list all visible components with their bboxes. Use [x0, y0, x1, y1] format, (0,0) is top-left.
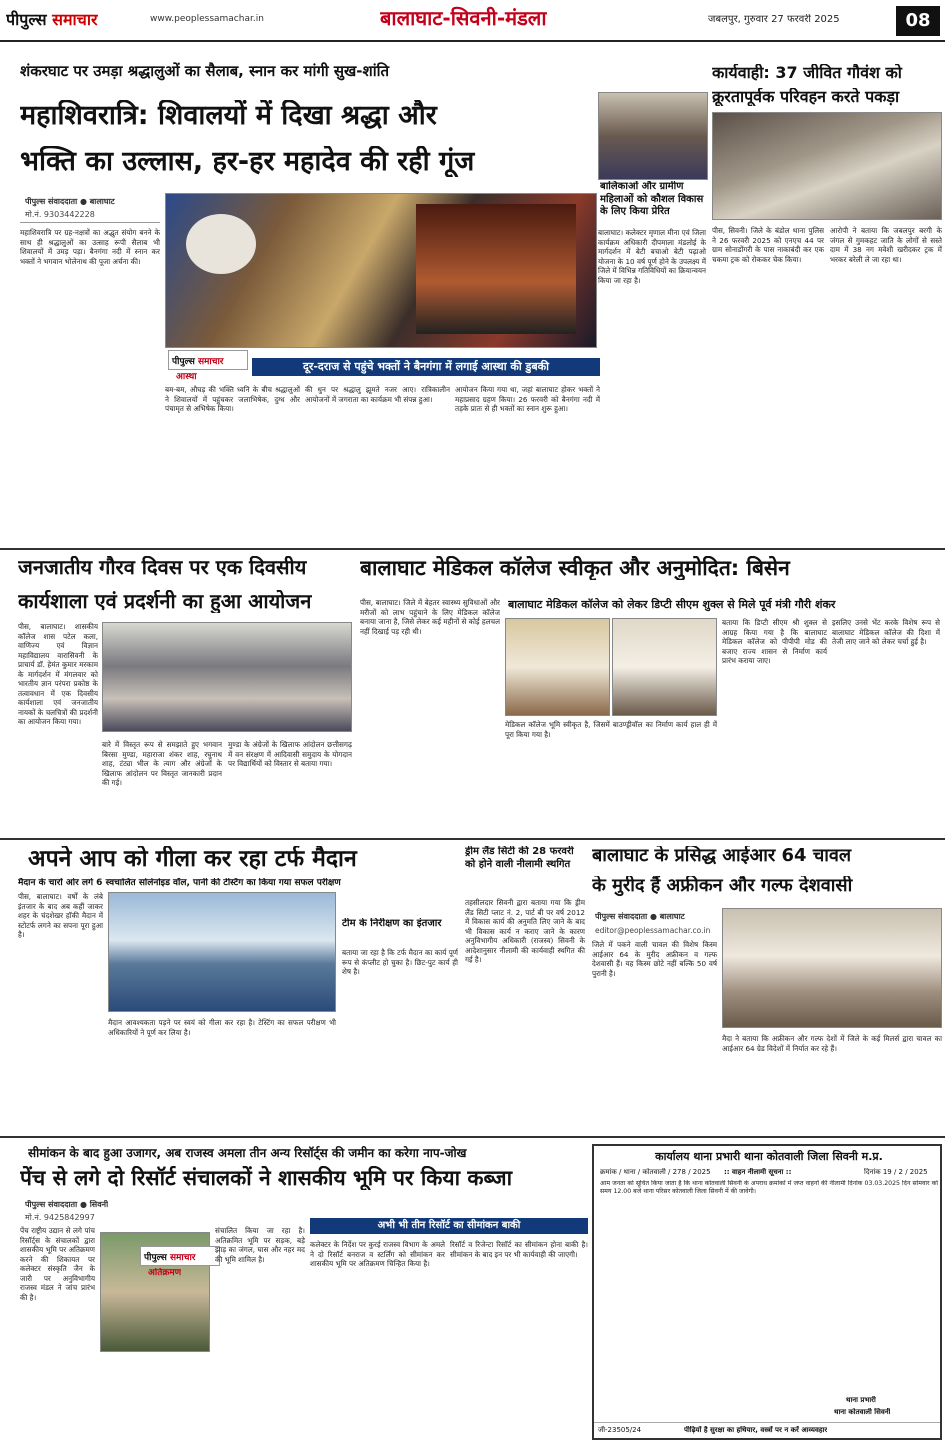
story8-body-b: मैदा ने बताया कि अफ्रीकन और गल्फ देशों में जिले के कई मिलर्स द्वारा चावल का आईआर 64 ग्रेड विदेशों में निर्यात कर रहे हैं। — [722, 1034, 942, 1053]
story6-deck: मैदान के चारों ओर लगे 6 स्वचालित सोलेनोइड वॉल, पानी की टेस्टिंग का किया गया सफल परीक्षण — [18, 878, 341, 888]
notice-body: आम जनता को सूचित किया जाता है कि थाना कोतवाली सिवनी के अपराध क्रमांकों में जप्त वाहनों की नीलामी दिनांक 03.03.2025 दिन सोमवार को समय 12.00 बजे थाना परिसर कोतवाली जिला सिवनी में की जावेगी। — [600, 1180, 938, 1196]
page-number: 08 — [896, 6, 940, 36]
story1-headline-1: महाशिवरात्रि: शिवालयों में दिखा श्रद्धा और — [20, 100, 437, 131]
notice-footer-bar — [594, 1422, 940, 1438]
story9-logo-tag: अतिक्रमण — [148, 1268, 182, 1278]
story9-subhead: अभी भी तीन रिसॉर्ट का सीमांकन बाकी — [310, 1218, 588, 1234]
story4-headline-1: जनजातीय गौरव दिवस पर एक दिवसीय — [18, 556, 307, 579]
section-logo: पीपुल्स समाचार — [168, 350, 248, 370]
story4-body-c: मुण्डा के अंग्रेजों के खिलाफ आंदोलन छत्तीसगढ़ में वन संरक्षण में आदिवासी समुदाय के योगदान पर विद्यार्थियों को विस्तार से बताया गया। — [228, 740, 352, 768]
story3-headline: बालिकाओं और ग्रामीण महिलाओं को कौशल विकास के लिए किया प्रेरित — [600, 181, 704, 217]
notice-title: कार्यालय थाना प्रभारी थाना कोतवाली जिला सिवनी म.प्र. — [655, 1150, 883, 1163]
story6-headline: अपने आप को गीला कर रहा टर्फ मैदान — [28, 846, 357, 872]
dateline: जबलपुर, गुरुवार 27 फरवरी 2025 — [708, 14, 840, 25]
story9-body-c: कलेक्टर के निर्देश पर कुरई राजस्व विभाग के अमले ने दो रिसॉर्ट बनराज व स्टर्लिंग को सीमांकन कर शासकीय भूमि पर अतिक्रमण चिन्हित किया है। — [310, 1240, 445, 1268]
story8-body-a: जिले में पकने वाली चावल की विशेष किस्म आईआर 64 के मुरीद अफ्रीकन व गल्फ देशवासी हैं। यह किस्म छोटे नहीं बल्कि 50 वर्ष पुरानी है। — [592, 940, 717, 978]
procession-crowd — [416, 204, 576, 334]
notice-ref: क्रमांक / थाना / कोतवाली / 278 / 2025 — [600, 1168, 711, 1176]
story3-body: बालाघाट। कलेक्टर मृणाल मीना एवं जिला कार्यक्रम अधिकारी दीपमाला मंडलोई के मार्गदर्शन में बेटी बचाओ बेटी पढ़ाओ योजना के 10 वर्ष पूर्ण होने के उपलक्ष्य में जिले में विभिन्न गतिविधियों का क्रियान्वयन किया जा रहा है। — [598, 228, 706, 285]
story1-headline-2: भक्ति का उल्लास, हर-हर महादेव की रही गूंज — [20, 146, 475, 177]
story1-body-a: महाशिवरात्रि पर ग्रह-नक्षत्रों का अद्भुत संयोग बनने के साथ ही श्रद्धालुओं का उत्साह रूपी सैलाब भी शिवालयों में उमड़ पड़ा। बैनगंगा नदी में स्नान कर भक्तों ने भगवान भोलेनाथ की पूजा अर्चना की। — [20, 228, 160, 266]
masthead — [0, 0, 945, 42]
story4-body-a: पीस, बालाघाट। शासकीय कॉलेज शास पटेल कला, वाणिज्य एवं विज्ञान महाविद्यालय वारासिवनी के प्राचार्य डॉ. हेमंत कुमार मरकाम के मार्गदर्शन में मंगलवार को भारतीय ज्ञान परंपरा प्रकोष्ठ के तत्वावधान में एक दिवसीय कार्यशाला एवं जनजातीय नायकों के चलचित्रों की प्रदर्शनी का आयोजन किया गया। — [18, 622, 98, 726]
story2-headline-1: कार्यवाही: 37 जीवित गौवंश को — [712, 64, 902, 82]
story9-byline: पीपुल्स संवाददाता ● सिवनी — [25, 1200, 109, 1209]
nandi-statue — [186, 214, 256, 274]
story6-body-c: बताया जा रहा है कि टर्फ मैदान का कार्य पूर्ण रूप से कंप्लीट हो चुका है। छिट-पुट कार्य ही शेष है। — [342, 948, 458, 976]
story6-subhead: टीम के निरीक्षण का इंतजार — [342, 918, 442, 929]
shiva-temple-photo — [165, 193, 597, 348]
story9-body-a: पेंच राष्ट्रीय उद्यान से लगे पांच रिसॉर्ट्स के संचालकों द्वारा शासकीय भूमि पर अतिक्रमण करने की शिकायत पर कलेक्टर संस्कृति जैन के जारी पर अनुविभागीय राजस्व मंडल ने जांच प्रारंभ की है। — [20, 1226, 95, 1302]
cattle-photo — [712, 112, 942, 220]
meeting-photo-1 — [505, 618, 610, 716]
story6-body-a: पीस, बालाघाट। वर्षों के लंबे इंतजार के बाद अब कहीं जाकर शहर के चंदशेखर हॉकी मैदान में स्टोटर्फ लगने का सपना पूरा हुआ है। — [18, 892, 103, 939]
story1-kicker: शंकरघाट पर उमड़ा श्रद्धालुओं का सैलाब, स्नान कर मांगी सुख-शांति — [20, 62, 390, 80]
notice-date: दिनांक 19 / 2 / 2025 — [864, 1168, 928, 1176]
divider — [20, 222, 160, 223]
story5-body-d: इसलिए उनसे भेंट करके विशेष रूप से बालाघाट मेडिकल कॉलेज की दिशा में तेजी लाए जाने को लेकर चर्चा हुई है। — [832, 618, 940, 646]
notice-sign-b: थाना कोतवाली सिवनी — [834, 1408, 891, 1416]
notice-sub: :: वाहन नीलामी सूचना :: — [724, 1168, 792, 1176]
story9-body-b: संचालित किया जा रहा है। अतिक्रमित भूमि पर सड़क, बड़े झाड़ का जंगल, घास और नहर मद की भूमि शामिल है। — [215, 1226, 305, 1264]
story1-body-b: बम-बम, औघड़ की भक्ति ध्वनि के बीच श्रद्धालुओं ने शिवालयों में पहुंचकर जलाभिषेक, दुग्ध और पंचामृत से अभिषेक किया। — [165, 385, 300, 413]
story5-body-c: बताया कि डिप्टी सीएम श्री शुक्ल से आग्रह किया गया है कि बालाघाट मेडिकल कॉलेज को पीपीपी मोड की बजाए राज्य शासन से निर्माण कार्य प्रारंभ कराया जाए। — [722, 618, 827, 665]
story5-body-a: पीस, बालाघाट। जिले में बेहतर स्वास्थ्य सुविधाओं और मरीजों को लाभ पहुंचाने के लिए मेडिकल कॉलेज बनाया जाना है, जिसे लेकर कई महीनों से कोई हलचल नहीं दिखाई पड़ रही थी। — [360, 598, 500, 636]
story1-body-c: की धुन पर श्रद्धालु झूमते नजर आए। रात्रिकालीन आयोजनों में जगराता का कार्यक्रम भी संपन्न हुआ। — [305, 385, 450, 404]
story7-headline: ड्रीम लैंड सिटी की 28 फरवरी को होने वाली नीलामी स्थगित — [465, 846, 574, 870]
story1-byline: पीपुल्स संवाददाता ● बालाघाट — [25, 197, 115, 206]
story8-email[interactable]: editor@peoplessamachar.co.in — [595, 926, 711, 935]
notice-sign-a: थाना प्रभारी — [846, 1396, 876, 1404]
section-logo: पीपुल्स समाचार — [140, 1246, 220, 1266]
skill-development-photo — [598, 92, 708, 180]
story5-headline: बालाघाट मेडिकल कॉलेज स्वीकृत और अनुमोदित: बिसेन — [360, 556, 790, 580]
story1-phone: मो.नं. 9303442228 — [25, 210, 95, 219]
story7-body: तहसीलदार सिवनी द्वारा बताया गया कि ड्रीम लैंड सिटी प्लाट नं. 2, पार्ट बी पर वर्ष 2012 में विकास कार्य की अनुमति लिए जाने के बाद भी विकास कार्य न कराए जाने के कारण अनुविभागीय अधिकारी (राजस्व) सिवनी के आदेशानुसार नीलामी की कार्यवाही स्थगित की गई है। — [465, 898, 585, 964]
meeting-photo-2 — [612, 618, 717, 716]
story5-body-b: मेडिकल कॉलेज भूमि स्वीकृत है, जिसमें बाउण्ड्रीवॉल का निर्माण कार्य हाल ही में पूरा किया गया है। — [505, 720, 717, 739]
newspaper-logo: पीपुल्स समाचार — [6, 10, 98, 29]
story4-headline-2: कार्यशाला एवं प्रदर्शनी का हुआ आयोजन — [18, 590, 312, 613]
story2-headline-2: क्रूरतापूर्वक परिवहन करते पकड़ा — [712, 88, 900, 106]
section-divider — [0, 838, 945, 840]
story9-phone: मो.नं. 9425842997 — [25, 1213, 95, 1222]
story4-body-b: बारे में विस्तृत रूप से समझाते हुए भगवान बिरसा मुण्डा, महाराजा शंकर शाह, रघुनाथ शाह, टंट्या भील के त्याग और अंग्रेजों के खिलाफ आंदोलन पर विस्तृत जानकारी प्रदान की गई। — [102, 740, 222, 787]
turf-field-photo — [108, 892, 336, 1012]
section-divider — [0, 1136, 945, 1138]
rice-mill-photo — [722, 908, 942, 1028]
story2-body-a: पीस, सिवनी। जिले के बंडोल थाना पुलिस ने 26 फरवरी 2025 को एनएच 44 पर ग्राम सोनाडोंगरी के पास नाकाबंदी कर एक चकमा ट्रक को रोककर चेक किया। — [712, 226, 824, 264]
story8-headline-2: के मुरीद हैं अफ्रीकन और गल्फ देशवासी — [592, 876, 853, 896]
story5-sub: बालाघाट मेडिकल कॉलेज को लेकर डिप्टी सीएम शुक्ल से मिले पूर्व मंत्री गौरी शंकर — [508, 598, 836, 611]
story8-headline-1: बालाघाट के प्रसिद्ध आईआर 64 चावल — [592, 846, 852, 866]
story1-body-d: आयोजन किया गया था, जहां बालाघाट होकर भक्तों ने महाप्रसाद ग्रहण किया। 26 फरवरी को बैनगंगा नदी में तड़के प्रातः से ही भक्तों का स्नान शुरू हुआ। — [455, 385, 600, 413]
section-title: बालाघाट-सिवनी-मंडला — [380, 6, 547, 30]
story9-kicker: सीमांकन के बाद हुआ उजागर, अब राजस्व अमला तीन अन्य रिसॉर्ट्स की जमीन का करेगा नाप-जोख — [28, 1146, 467, 1160]
story9-headline: पेंच से लगे दो रिसॉर्ट संचालकों ने शासकीय भूमि पर किया कब्जा — [20, 1166, 513, 1190]
notice-footer-note: पीढ़ियों है सुरक्षा का हथियार, वस्त्रों पर न करें आव्यवहार — [684, 1426, 828, 1434]
notice-footer: जी-23505/24 — [598, 1426, 642, 1434]
site-url[interactable]: www.peoplessamachar.in — [150, 14, 264, 24]
section-divider — [0, 548, 945, 550]
police-auction-notice — [592, 1144, 942, 1440]
story8-byline: पीपुल्स संवाददाता ● बालाघाट — [595, 912, 685, 921]
story1-subhead: दूर-दराज से पहुंचे भक्तों ने बैनगंगा में लगाई आस्था की डुबकी — [252, 358, 600, 376]
story1-logo-tag: आस्था — [176, 372, 197, 382]
story6-body-b: मैदान आवश्यकता पड़ने पर स्वयं को गीला कर रहा है। टेस्टिंग का सफल परीक्षण भी अधिकारियों ने पूर्ण कर लिया है। — [108, 1018, 336, 1037]
story2-body-b: आरोपी ने बताया कि जबलपुर बरगी के जंगल से गुमकहट जाति के लोगों से सस्ते दाम में 38 नग मवेशी खरीदकर ट्रक में भरकर बरेली ले जा रहा था। — [830, 226, 942, 264]
workshop-photo — [102, 622, 352, 732]
story9-body-d: रिसॉर्ट व रिजेन्टा रिसॉर्ट का सीमांकन होना बाकी है। सीमांकन के बाद इन पर भी कार्यवाही की जाएगी। — [450, 1240, 588, 1259]
